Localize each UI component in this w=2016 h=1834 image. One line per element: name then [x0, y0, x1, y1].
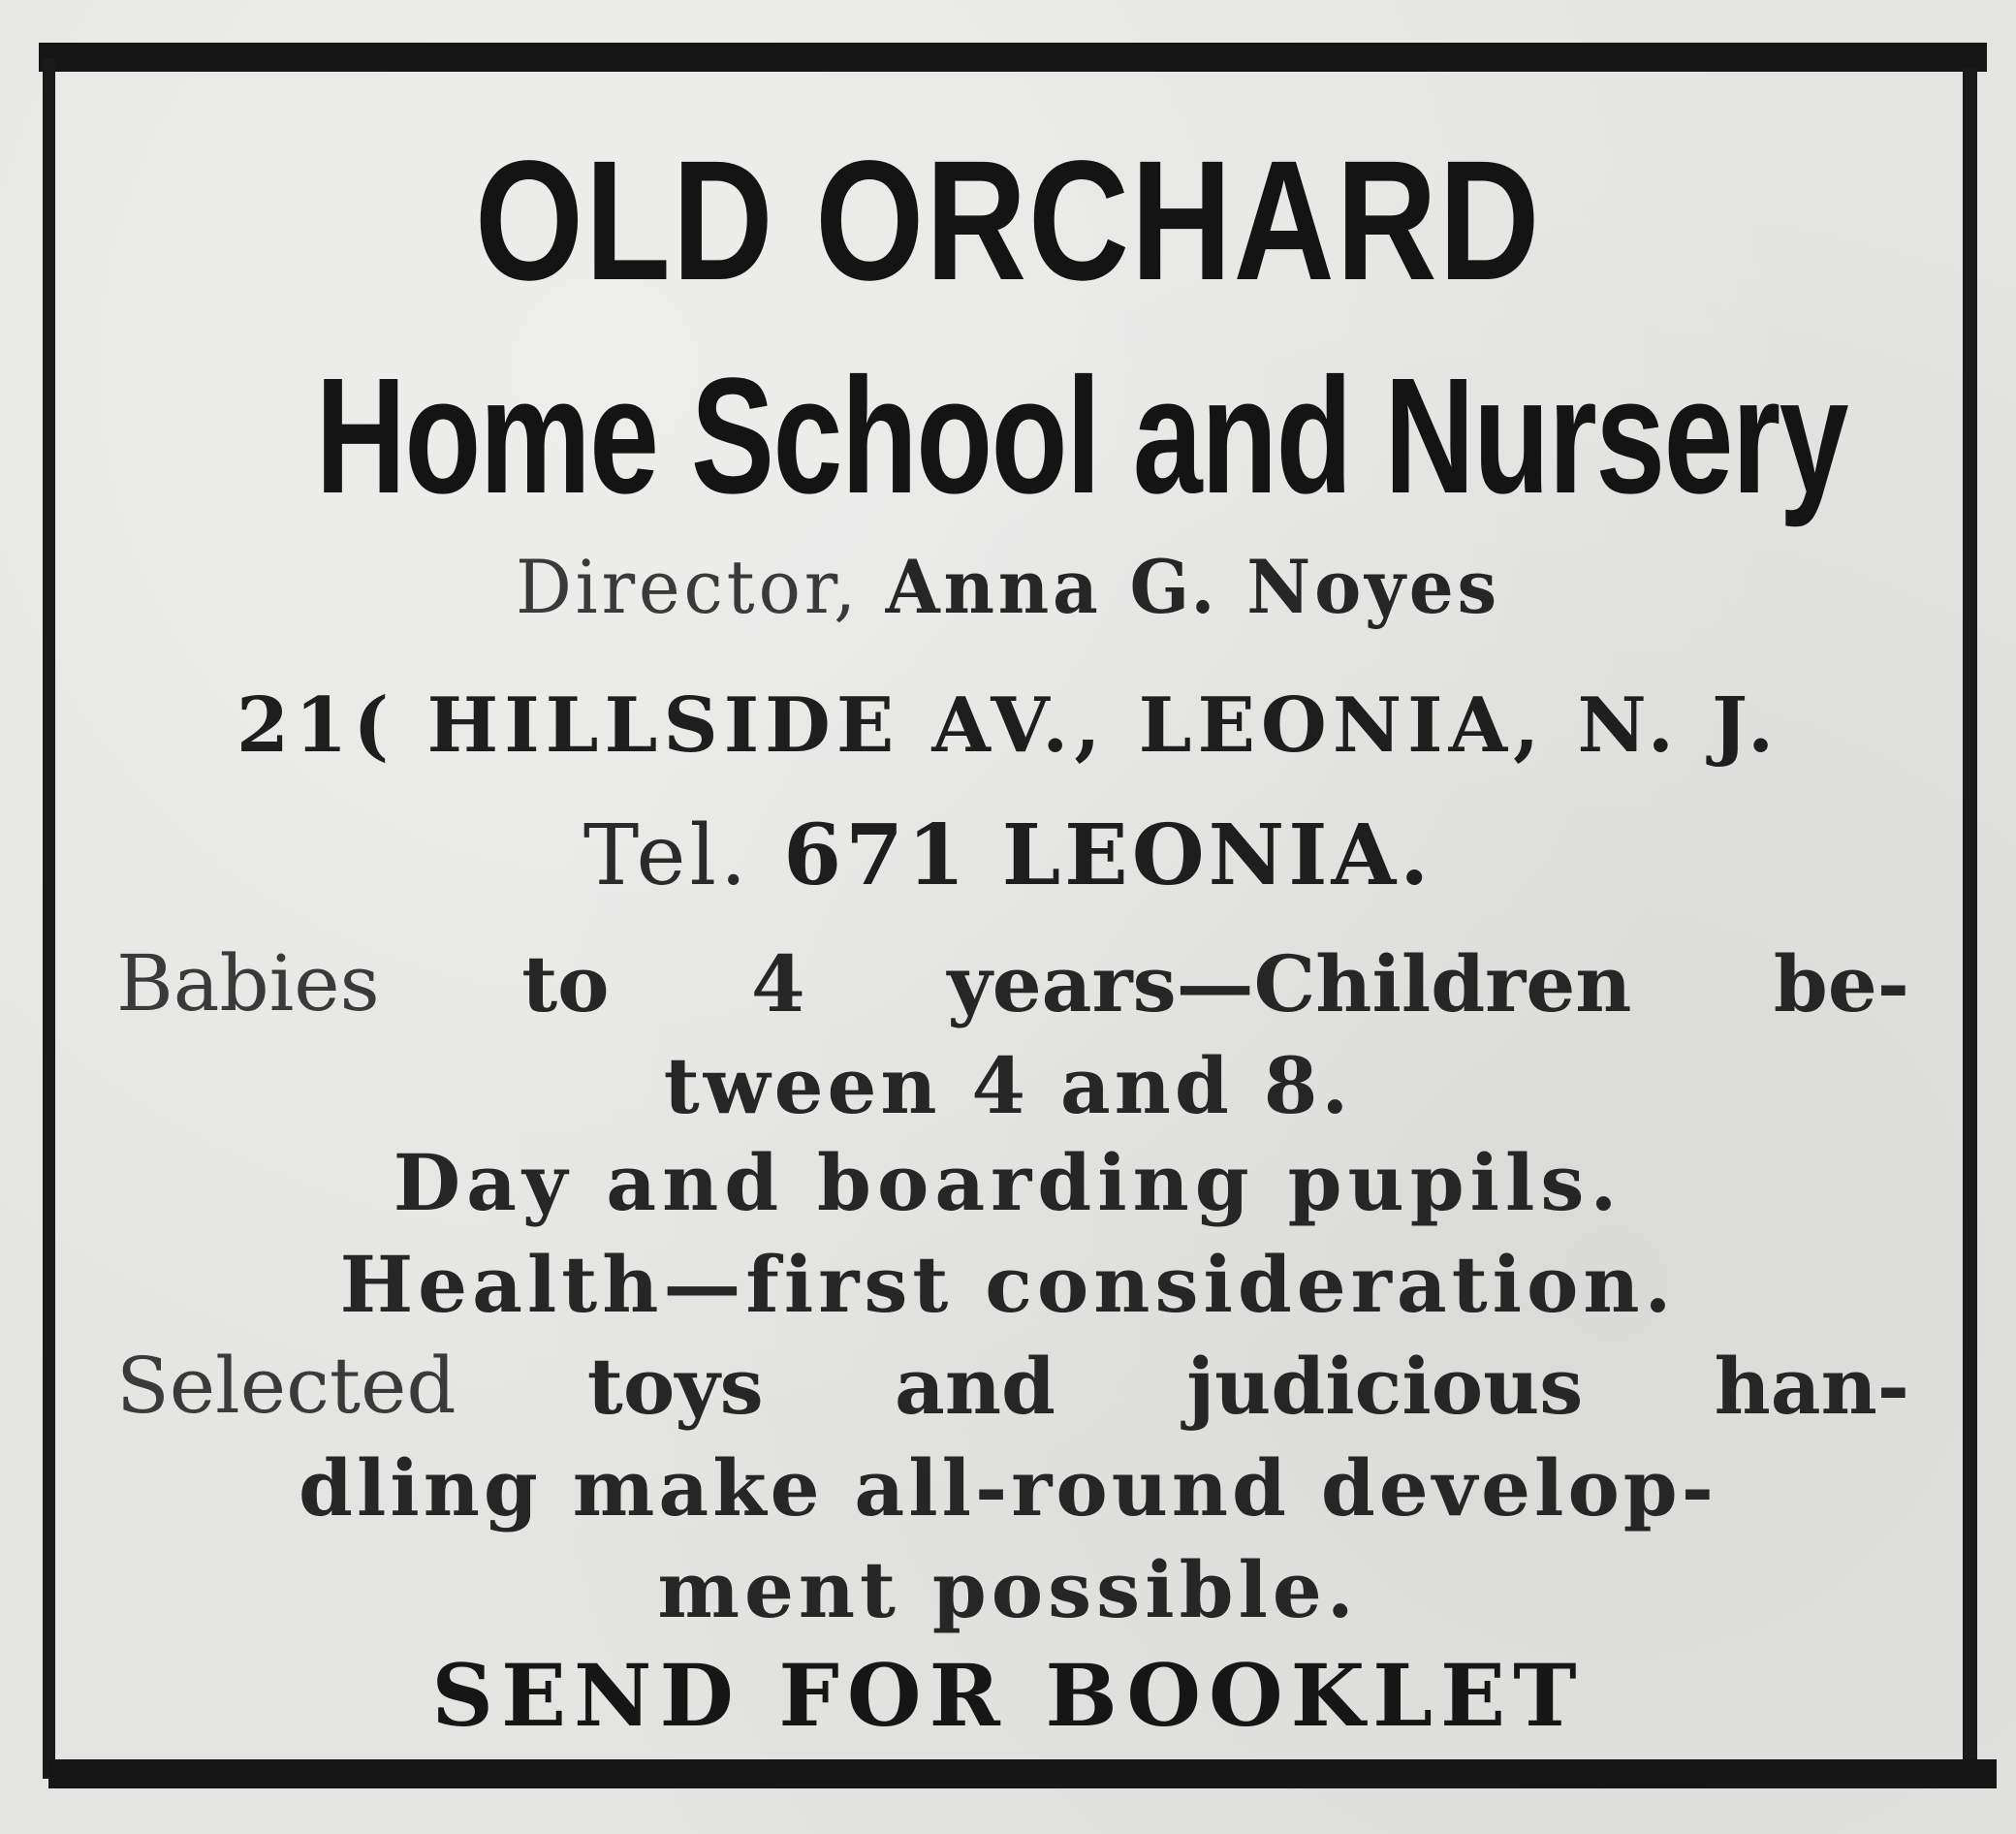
- body-word: to: [521, 938, 610, 1029]
- director-label: Director,: [515, 544, 860, 630]
- tel-label: Tel.: [583, 807, 751, 904]
- telephone-line: [97, 806, 1919, 904]
- body-line-4: Health—first consideration.: [339, 1239, 1677, 1330]
- body-word: toys: [586, 1341, 764, 1432]
- body-line-3: Day and boarding pupils.: [393, 1137, 1623, 1228]
- ad-title: OLD ORCHARD: [474, 126, 1542, 316]
- border-bottom-rule: [48, 1759, 1997, 1788]
- border-left-rule: [43, 58, 55, 1779]
- address-line: 21( HILLSIDE AV., LEONIA, N. J.: [236, 681, 1780, 770]
- body-line-1: [116, 938, 1909, 1029]
- director-name: Anna G. Noyes: [885, 544, 1500, 630]
- body-line-5: [116, 1341, 1909, 1432]
- body-word: Babies: [116, 938, 380, 1028]
- director-line: [142, 544, 1874, 630]
- body-word: Selected: [116, 1341, 457, 1431]
- ad-subtitle: Home School and Nursery: [315, 344, 1848, 528]
- send-for-booklet-cta: SEND FOR BOOKLET: [431, 1645, 1585, 1746]
- advertisement: [97, 87, 1919, 1755]
- body-word: judicious: [1186, 1341, 1584, 1432]
- body-line-2: tween 4 and 8.: [663, 1040, 1353, 1131]
- tel-value: 671 LEONIA.: [783, 806, 1433, 904]
- body-word: be-: [1773, 938, 1909, 1029]
- border-top-rule: [39, 43, 1987, 72]
- body-word: 4: [751, 938, 805, 1029]
- body-word: and: [895, 1341, 1055, 1432]
- body-line-7: ment possible.: [657, 1544, 1359, 1635]
- body-word: years—Children: [947, 938, 1632, 1029]
- border-right-rule: [1963, 68, 1977, 1779]
- body-word: han-: [1714, 1341, 1909, 1432]
- body-line-6: dling make all-round develop-: [299, 1442, 1717, 1534]
